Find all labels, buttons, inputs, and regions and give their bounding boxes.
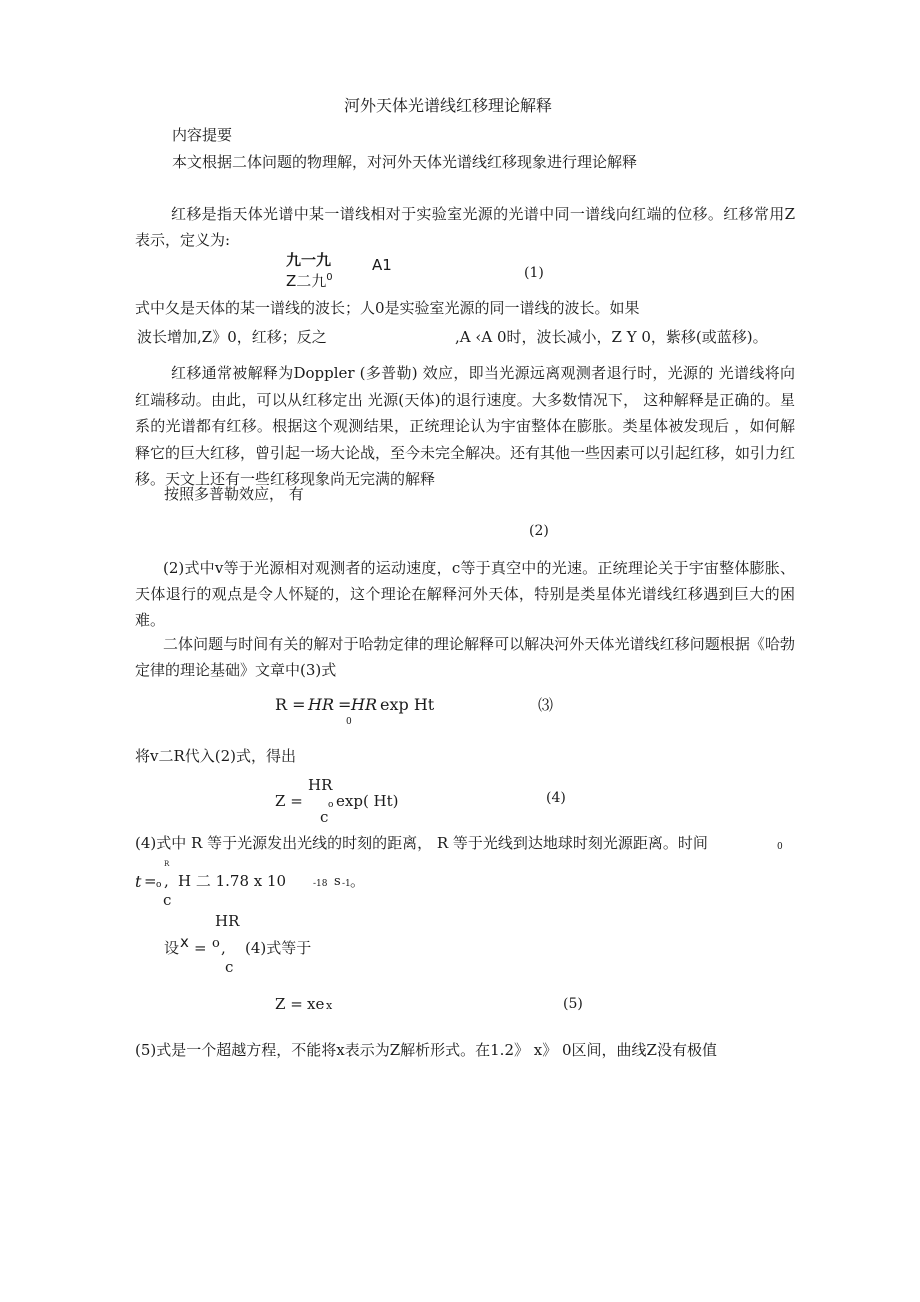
paragraph-wavelength-line2-left: 波长增加,Z》0，红移；反之 [137,328,327,346]
paragraph-wavelength-line2-right: ,A ‹A 0时，波长减小，Z Y 0，紫移(或蓝移)。 [455,328,768,346]
eq-t-hubble: H 二 1.78 x 10 [178,872,287,890]
eq-t-exp: -18 [313,879,328,889]
eq4-lhs: Z = [275,792,303,810]
eq-t-eq: = [144,872,157,890]
eq-t-unit: s [334,874,341,889]
paragraph-velocity: (2)式中v等于光源相对观测者的运动速度，c等于真空中的光速。正统理论关于宇宙整体膨胀、天体退行的观点是令人怀疑的，这个理论在解释河外天体，特别是类星体光谱线红移遇到巨大的困难。 [135,559,795,629]
eq1-right: A1 [372,256,392,274]
paragraph-redshift-definition: 红移是指天体光谱中某一谱线相对于实验室光源的光谱中同一谱线向红端的位移。红移常用Z表示，定义为: [135,205,795,249]
eq3-tail: exp Ht [380,695,435,714]
eq-x-eq: = [194,939,207,957]
eq1-lhs-sup: 0 [326,272,333,283]
eq-t-unit-sub: -1 [342,879,351,889]
eq3-number: ⑶ [538,696,554,714]
eq1-numerator: 九一九 [286,251,332,269]
eq-x-comma: , [221,939,226,957]
paragraph-distance-subscript: 0 [777,842,783,852]
paragraph-distance: (4)式中 R 等于光源发出光线的时刻的距离， R 等于光线到达地球时刻光源距离。时间 [135,834,708,852]
eq1-lhs [286,272,333,290]
eq5-rhs: xe [307,995,325,1013]
eq3-eq: = [338,695,352,714]
eq5-sub: x [326,999,333,1012]
eq-x-prefix: 设 [164,939,180,957]
eq4-body: exp( Ht) [336,792,399,810]
eq3-lhs: R = [275,695,306,714]
eq3-mid: HR [308,695,334,714]
eq4-denominator: c [320,808,329,826]
eq-t-sub: o [156,880,162,890]
eq4-number: (4) [546,790,566,806]
eq1-number: (1) [524,265,544,281]
eq4-sub: o [328,800,334,810]
eq-t-end: 。 [350,872,366,890]
eq-x-var: x [180,933,189,951]
eq-x-numerator: HR [215,912,240,930]
eq-x-after: (4)式等于 [245,939,312,957]
eq-x-denominator: c [225,958,234,976]
paragraph-wavelength-line1: 式中夂是天体的某一谱线的波长；人0是实验室光源的同一谱线的波长。如果 [135,299,640,317]
eq1-lhs-text: Z二九 [286,272,327,290]
eq3-sub: 0 [346,717,352,727]
eq4-numerator: HR [308,776,333,794]
eq-x-o: o [212,936,220,951]
paragraph-two-body: 二体问题与时间有关的解对于哈勃定律的理论解释可以解决河外天体光谱线红移问题根据《哈勃定律的理论基础》文章中(3)式 [135,635,795,679]
eq-t-sup: R [164,860,170,868]
paragraph-transcendental: (5)式是一个超越方程，不能将x表示为Z解析形式。在1.2》 x》 0区间，曲线Z没有极值 [135,1041,717,1059]
eq5-lhs: Z = [275,995,303,1013]
eq2-number: (2) [529,523,549,539]
eq-t-denominator: c [163,891,172,909]
paragraph-doppler-effect: 按照多普勒效应， 有 [164,485,304,503]
eq3-rhs: HR [351,695,377,714]
eq-t-var: t [135,872,142,891]
eq5-number: (5) [563,996,583,1012]
paragraph-substitute: 将v二R代入(2)式，得出 [135,747,297,765]
abstract-heading: 内容提要 [172,126,233,144]
abstract-text: 本文根据二体问题的物理解，对河外天体光谱线红移现象进行理论解释 [172,153,638,171]
document-title: 河外天体光谱线红移理论解释 [344,96,553,115]
eq-t-comma: , [164,872,169,890]
paragraph-doppler-interpretation: 红移通常被解释为Doppler (多普勒) 效应，即当光源远离观测者退行时，光源的 光谱线将向红端移动。由此，可以从红移定出 光源(天体)的退行速度。大多数情况下， 这种解释是正确的。星系的光谱都有红移。根据这个观测结果，正统理论认为宇宙整体在膨胀。类星体被发现后 ，如何解释它的巨大红移，曾引起一场大论战，至今未完全解决。还有其他一些因素可以引起红移，如引力红移。天文上还有一些红移现象尚无完满的解释 [135,364,796,488]
